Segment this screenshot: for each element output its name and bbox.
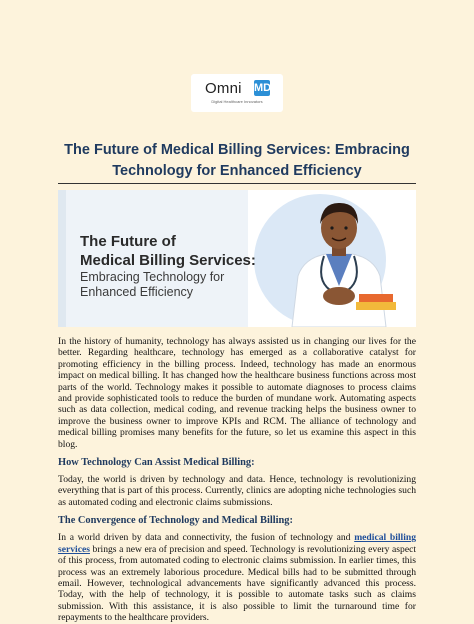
- section-heading-assist: How Technology Can Assist Medical Billing:: [58, 457, 255, 469]
- article-body: [58, 336, 416, 624]
- hero-banner: [58, 190, 416, 327]
- intro-paragraph: In the history of humanity, technology has always assisted us in changing our lives for the better. Regarding healthcare, technology has emerged as a collaborative catalyst for promoting efficiency in the billing process. Indeed, technology has made an enormous impact on medical billing. It has changed how the healthcare business functions across most parts of the world. Technology makes it possible to automate diagnoses to process claims and provide sophisticated tools to reduce the burden of mundane work. Automating aspects such as data collection, medical coding, and revenue tracking helps the business owner to improve the business owner to improve KPIs and RCM. The alliance of technology and medical billing promises many benefits for the future, so let us examine this aspect in this blog.: [58, 336, 416, 450]
- title-line-1: The Future of Medical Billing Services: Embracing: [64, 142, 410, 158]
- medical-billing-services-link[interactable]: medical billing services: [58, 532, 416, 555]
- section-heading-convergence: The Convergence of Technology and Medical Billing:: [58, 515, 293, 527]
- hero-side-strip: [58, 190, 66, 327]
- hero-text: [80, 232, 280, 300]
- hero-heading-line-2: Medical Billing Services:: [80, 252, 256, 269]
- section-paragraph-assist: Today, the world is driven by technology and data. Hence, technology is revolutionizing everything that is part of this process. Currently, clinics are adopting niche technologies such as automated coding and electronic claims submissions.: [58, 474, 416, 508]
- title-line-2: Technology for Enhanced Efficiency: [112, 163, 362, 179]
- hero-subheading-line-2: Enhanced Efficiency: [80, 285, 194, 299]
- logo-wordmark: Omni: [205, 80, 242, 97]
- convergence-text-end: brings a new era of precision and speed. Technology is revolutionizing every aspect of this process, from automated coding to electronic claims submission. In earlier times, this process was an extremely laborious procedure. Medical bills had to be submitted through email. However, technological advancements have significantly advanced this process. Today, with the help of technology, it is possible to automate tasks such as claims submission. With this assistance, it is also possible to limit the turnaround time for repayments to the healthcare providers.: [58, 543, 416, 624]
- doctor-illustration: [264, 194, 414, 327]
- company-logo: [191, 74, 283, 112]
- convergence-text-start: In a world driven by data and connectivity, the fusion of technology and: [58, 532, 355, 544]
- hero-heading-line-1: The Future of: [80, 233, 176, 250]
- logo-mark-icon: MD: [254, 82, 272, 94]
- hero-subheading-line-1: Embracing Technology for: [80, 270, 225, 284]
- section-paragraph-convergence: [58, 532, 416, 623]
- logo-tagline: Digital Healthcare Innovators: [211, 99, 263, 104]
- page-title: [30, 140, 444, 182]
- title-divider: [58, 183, 416, 184]
